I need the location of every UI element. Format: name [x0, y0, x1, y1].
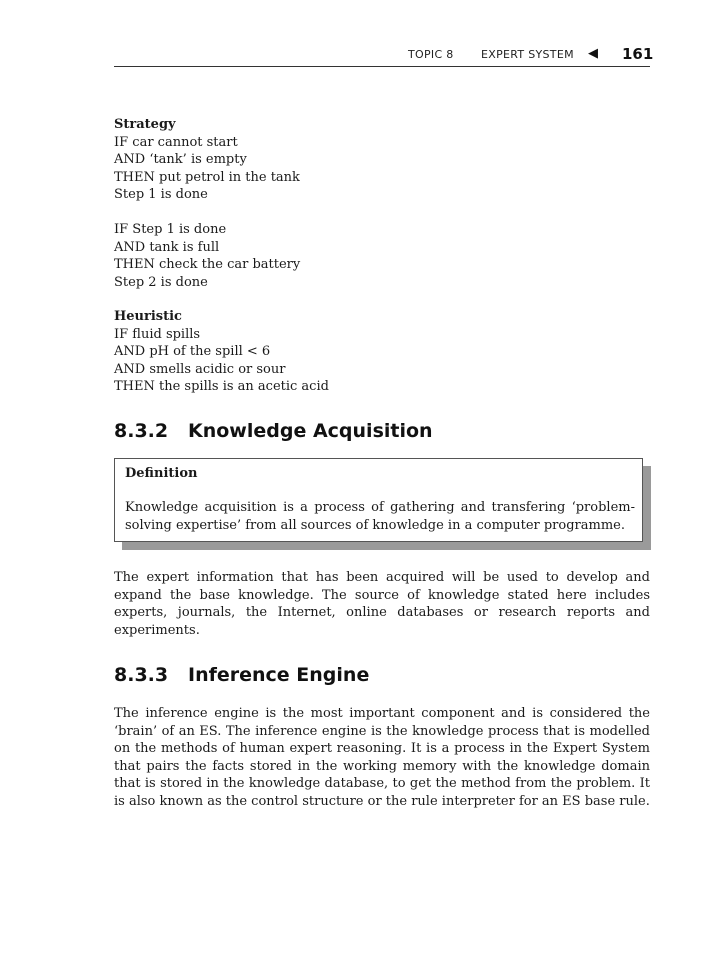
strategy-line: Step 1 is done: [114, 187, 208, 202]
definition-text: Knowledge acquisition is a process of gathering and transfering ‘problem-solving expertise’ from all sources of knowledge in a computer programme.: [125, 500, 635, 533]
header-topic: TOPIC 8: [408, 48, 454, 61]
section-number: 8.3.2: [114, 420, 169, 442]
strategy-line: Step 2 is done: [114, 274, 208, 290]
section-number: 8.3.3: [114, 664, 169, 686]
strategy-line: IF car cannot start: [114, 134, 238, 150]
heuristic-line: AND smells acidic or sour: [114, 361, 286, 377]
strategy-line: AND tank is full: [114, 239, 220, 255]
strategy-line: IF Step 1 is done: [114, 222, 227, 237]
paragraph-inference-engine: The inference engine is the most important component and is considered the ‘brain’ of an ES. The inference engine is the knowledge process that is modelled on the methods of human expert reasoning. It is a process in the Expert System that pairs the facts stored in the working memory with the knowledge domain that is stored in the knowledge database, to get the method from the problem. It is also known as the control structure or the rule interpreter for an ES base rule.: [114, 706, 650, 809]
section-title: Knowledge Acquisition: [188, 420, 433, 442]
strategy-line: THEN check the car battery: [114, 257, 301, 272]
heuristic-block: [114, 308, 654, 396]
strategy-spacer: [114, 204, 654, 222]
definition-title: Definition: [125, 466, 198, 481]
strategy-title: Strategy: [114, 117, 176, 132]
section-title: Inference Engine: [188, 664, 370, 686]
section-heading-832: [114, 420, 433, 442]
definition-box: [114, 458, 643, 542]
strategy-block: [114, 116, 654, 291]
heuristic-title: Heuristic: [114, 309, 182, 324]
page-header: [114, 44, 654, 67]
paragraph-knowledge-sources: The expert information that has been acquired will be used to develop and expand the base knowledge. The source of knowledge stated here includes experts, journals, the Internet, online databases or research reports and experiments.: [114, 570, 650, 638]
strategy-line: THEN put petrol in the tank: [114, 169, 300, 185]
left-triangle-icon: ◀: [588, 46, 598, 61]
heuristic-line: THEN the spills is an acetic acid: [114, 379, 329, 394]
strategy-line: AND ‘tank’ is empty: [114, 152, 247, 167]
heuristic-line: AND pH of the spill < 6: [114, 344, 271, 359]
section-heading-833: [114, 664, 369, 686]
heuristic-line: IF fluid spills: [114, 326, 201, 342]
page-number: 161: [622, 45, 654, 63]
header-section-title: EXPERT SYSTEM: [481, 48, 574, 61]
